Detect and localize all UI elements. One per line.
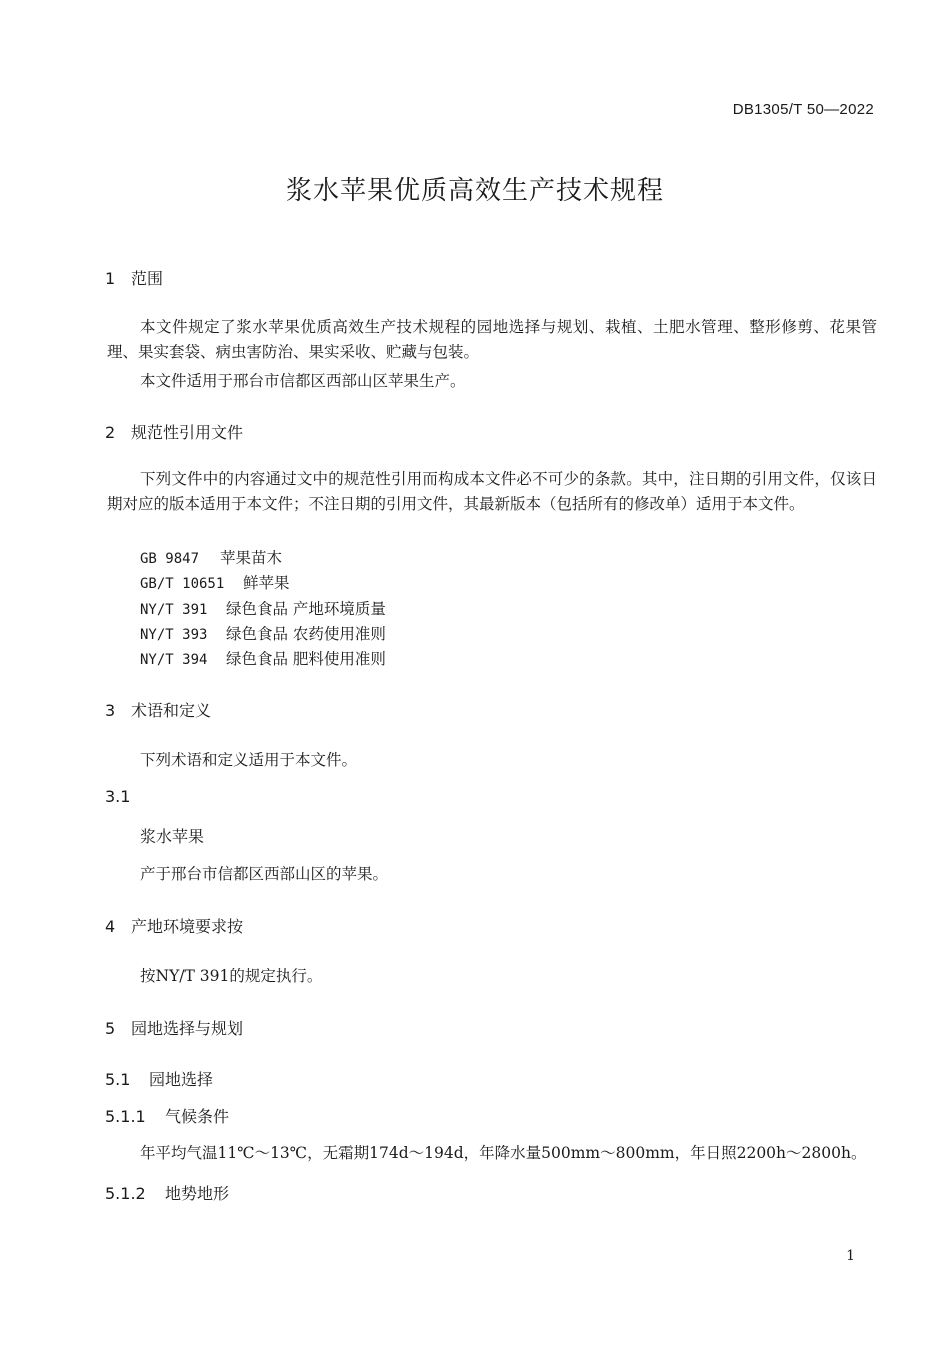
section-number: 2: [105, 423, 116, 442]
section-title: 范围: [131, 269, 164, 288]
reference-item: [140, 647, 386, 669]
term-name: 浆水苹果: [140, 827, 205, 846]
section-title: 规范性引用文件: [131, 423, 244, 442]
reference-code: NY/T 394: [140, 652, 208, 668]
section-title: 产地环境要求按: [131, 917, 244, 936]
page-number: 1: [846, 1248, 855, 1264]
reference-item: [140, 571, 290, 593]
section-number: 5.1.1: [105, 1107, 146, 1126]
reference-item: [140, 622, 386, 644]
section-number: 5.1.2: [105, 1184, 146, 1203]
reference-code: GB 9847: [140, 551, 200, 567]
document-code: DB1305/T 50—2022: [732, 101, 874, 118]
section-number: 5.1: [105, 1070, 131, 1089]
reference-code: NY/T 393: [140, 627, 208, 643]
document-title: 浆水苹果优质高效生产技术规程: [285, 176, 664, 206]
section-4-paragraph-1: 按NY/T 391的规定执行。: [140, 967, 323, 985]
reference-name: 绿色食品 农药使用准则: [226, 625, 386, 643]
subsection-5-1-1-text: 年平均气温11℃～13℃，无霜期174d～194d，年降水量500mm～800mm，年日照2200h～2800h。: [140, 1144, 867, 1162]
reference-item: [140, 597, 386, 619]
section-number: 3: [105, 701, 116, 720]
section-3-paragraph-1: 下列术语和定义适用于本文件。: [140, 751, 358, 769]
subsection-3-1-number: 3.1: [105, 787, 131, 806]
section-title: 园地选择: [149, 1070, 214, 1089]
reference-item: [140, 546, 282, 568]
section-1-paragraph-2: 本文件适用于邢台市信都区西部山区苹果生产。: [140, 372, 466, 390]
section-2-paragraph-1: 下列文件中的内容通过文中的规范性引用而构成本文件必不可少的条款。其中，注日期的引用文件，仅该日期对应的版本适用于本文件；不注日期的引用文件，其最新版本（包括所有的修改单）适用于本文件。: [107, 470, 877, 513]
subsection-5-1-1-heading: [105, 1104, 229, 1127]
reference-name: 绿色食品 肥料使用准则: [226, 650, 386, 668]
reference-code: GB/T 10651: [140, 576, 225, 592]
section-title: 气候条件: [165, 1107, 230, 1126]
section-title: 术语和定义: [131, 701, 212, 720]
reference-code: NY/T 391: [140, 602, 208, 618]
section-number: 4: [105, 917, 116, 936]
section-title: 园地选择与规划: [131, 1019, 244, 1038]
section-2-heading: [105, 420, 243, 443]
reference-name: 苹果苗木: [220, 549, 283, 567]
section-1-paragraph-1: 本文件规定了浆水苹果优质高效生产技术规程的园地选择与规划、栽植、土肥水管理、整形修剪、花果管理、果实套袋、病虫害防治、果实采收、贮藏与包装。: [107, 318, 877, 361]
section-title: 地势地形: [165, 1184, 230, 1203]
subsection-5-1-heading: [105, 1067, 213, 1090]
reference-name: 绿色食品 产地环境质量: [226, 600, 386, 618]
section-5-heading: [105, 1016, 243, 1039]
subsection-5-1-2-heading: [105, 1181, 229, 1204]
section-number: 1: [105, 269, 116, 288]
reference-name: 鲜苹果: [243, 574, 290, 592]
section-3-heading: [105, 698, 211, 721]
term-definition: 产于邢台市信都区西部山区的苹果。: [140, 865, 389, 883]
section-4-heading: [105, 914, 243, 937]
section-number: 5: [105, 1019, 116, 1038]
section-1-heading: [105, 266, 163, 289]
